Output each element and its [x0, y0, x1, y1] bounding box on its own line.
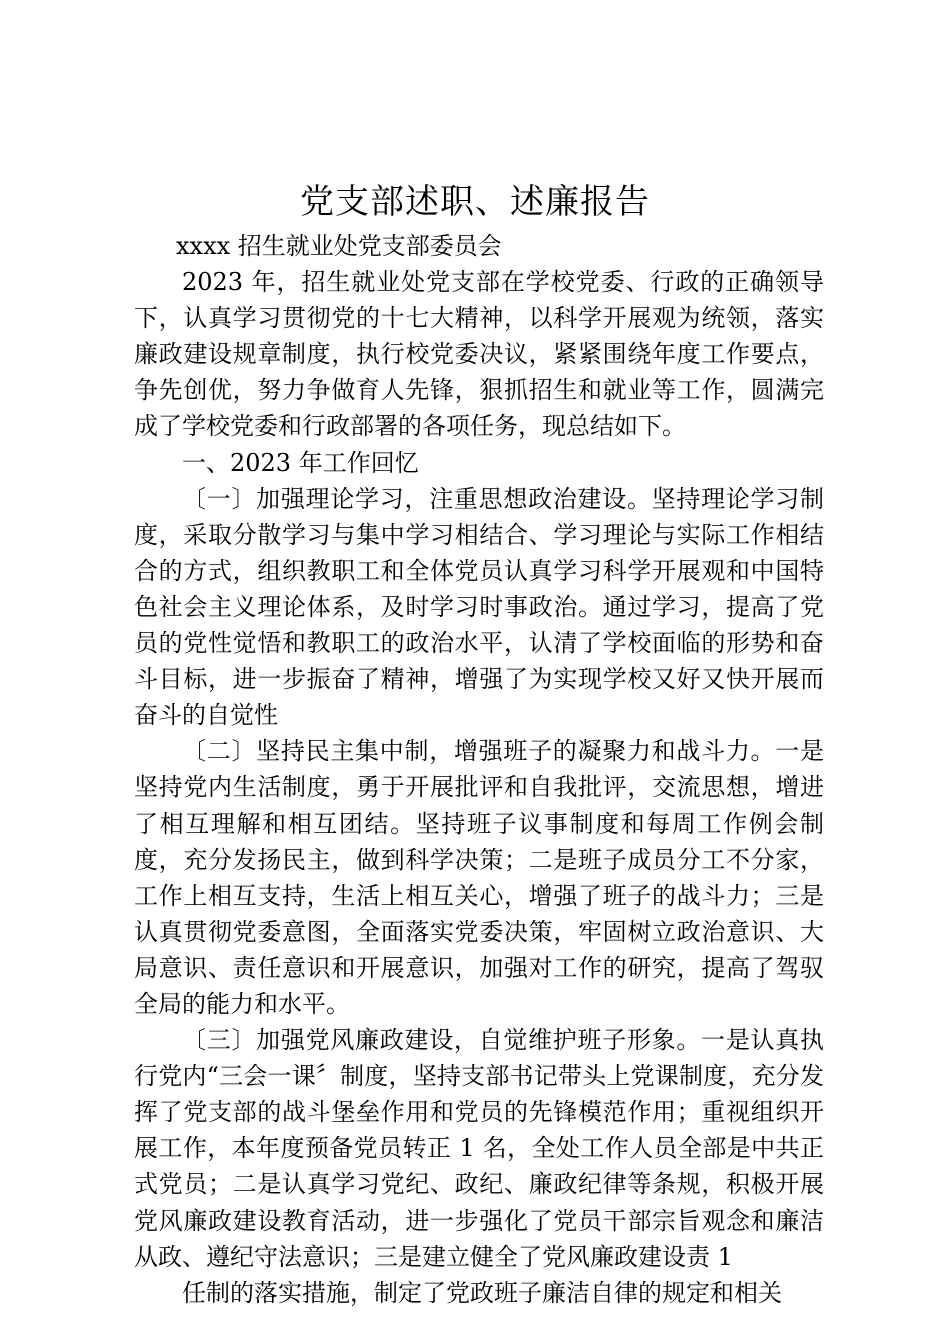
- paragraph-clean-governance: 〔三〕加强党风廉政建设，自觉维护班子形象。一是认真执行党内“三会一课〞制度，坚持支部书记带头上党课制度，充分发挥了党支部的战斗堡垒作用和党员的先锋模范作用；重视组织开展工作，本年度预备党员转正 1 名，全处工作人员全部是中共正式党员；二是认真学习党纪、政纪、廉政纪律等条规，积极开展党风廉政建设教育活动，进一步强化了党员干部宗旨观念和廉洁从政、遵纪守法意识；三是建立健全了党风廉政建设责 1: [134, 1026, 824, 1271]
- document-body: [134, 228, 824, 1311]
- paragraph-theory-study: 〔一〕加强理论学习，注重思想政治建设。坚持理论学习制度，采取分散学习与集中学习相结合、学习理论与实际工作相结合的方式，组织教职工和全体党员认真学习科学开展观和中国特色社会主义理论体系，及时学习时事政治。通过学习，提高了党员的党性觉悟和教职工的政治水平，认清了学校面临的形势和奋斗目标，进一步振奋了精神，增强了为实现学校又好又快开展而奋斗的自觉性: [134, 484, 824, 730]
- organization-line: xxxx 招生就业处党支部委员会: [176, 232, 502, 260]
- paragraph-democratic-centralism: 〔二〕坚持民主集中制，增强班子的凝聚力和战斗力。一是坚持党内生活制度，勇于开展批评和自我批评，交流思想，增进了相互理解和相互团结。坚持班子议事制度和每周工作例会制度，充分发扬民主，做到科学决策；二是班子成员分工不分家，工作上相互支持，生活上相互关心，增强了班子的战斗力；三是认真贯彻党委意图，全面落实党委决策，牢固树立政治意识、大局意识、责任意识和开展意识，加强对工作的研究，提高了驾驭全局的能力和水平。: [134, 737, 824, 1018]
- paragraph-continuation: 任制的落实措施，制定了党政班子廉洁自律的规定和相关: [182, 1278, 782, 1307]
- document-title: 党支部述职、述廉报告: [300, 182, 650, 222]
- intro-paragraph: 2023 年，招生就业处党支部在学校党委、行政的正确领导下，认真学习贯彻党的十七大精神，以科学开展观为统领，落实廉政建设规章制度，执行校党委决议，紧紧围绕年度工作要点，争先创优，努力争做育人先锋，狠抓招生和就业等工作，圆满完成了学校党委和行政部署的各项任务，现总结如下。: [134, 268, 824, 441]
- section-heading: 一、2023 年工作回忆: [182, 448, 419, 477]
